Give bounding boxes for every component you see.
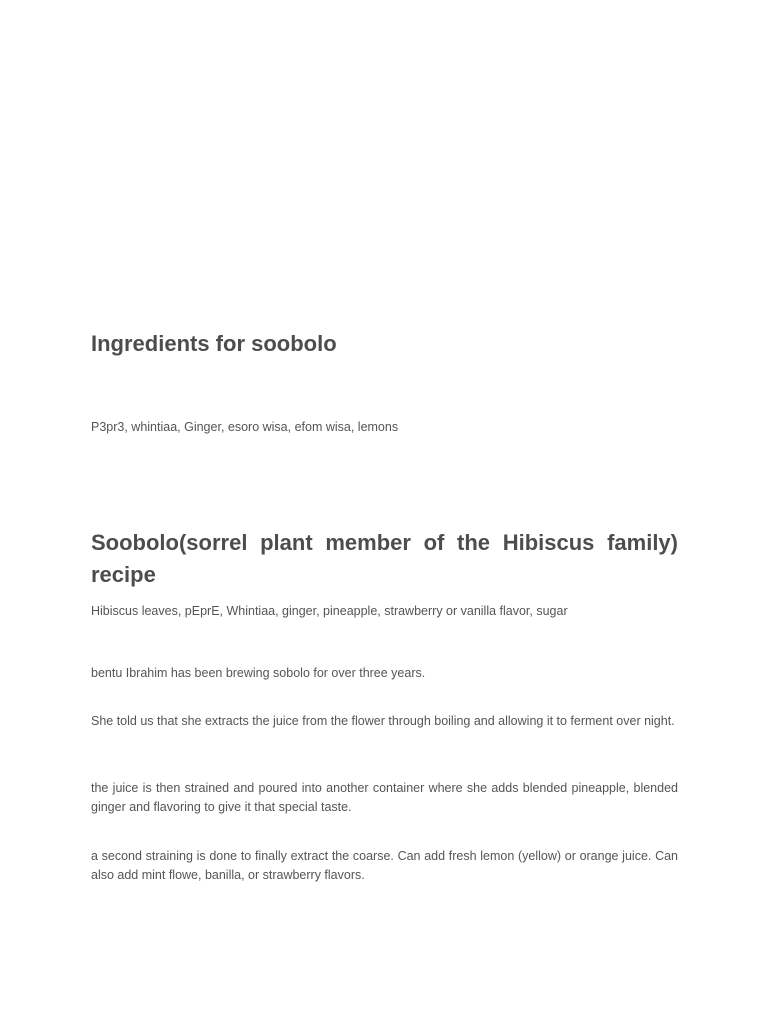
recipe-heading: Soobolo(sorrel plant member of the Hibiscus family) recipe (91, 530, 678, 587)
paragraph-extraction: She told us that she extracts the juice from the flower through boiling and allowing it to ferment over night. (91, 714, 675, 728)
paragraph-second-straining: a second straining is done to finally extract the coarse. Can add fresh lemon (yellow) or orange juice. Can also add mint flowe, banilla, or strawberry flavors. (91, 849, 678, 882)
recipe-ingredients: Hibiscus leaves, pEprE, Whintiaa, ginger, pineapple, strawberry or vanilla flavor, sugar (91, 604, 568, 618)
paragraph-brewer: bentu Ibrahim has been brewing sobolo for over three years. (91, 666, 426, 680)
ingredients-list: P3pr3, whintiaa, Ginger, esoro wisa, efom wisa, lemons (91, 420, 399, 434)
paragraph-straining: the juice is then strained and poured into another container where she adds blended pineapple, blended ginger and flavoring to give it that special taste. (91, 781, 678, 814)
ingredients-heading: Ingredients for soobolo (91, 331, 337, 356)
